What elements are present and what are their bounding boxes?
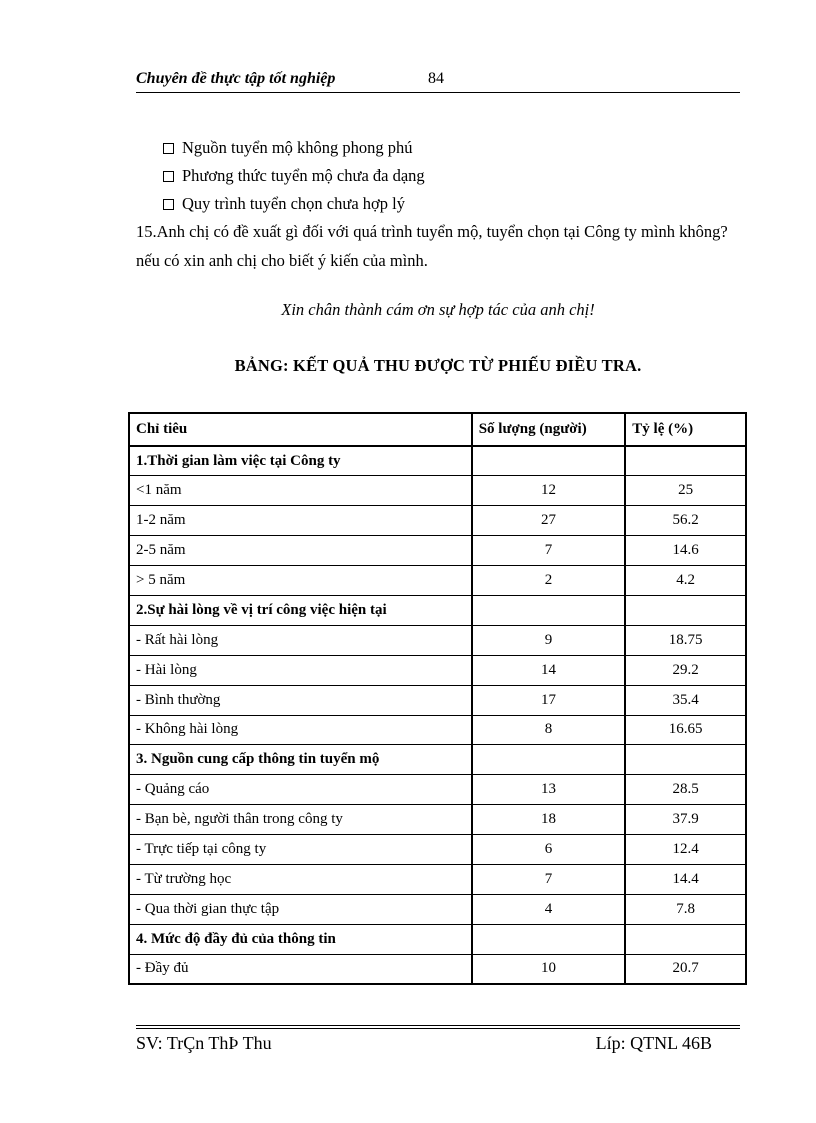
row-label: 2.Sự hài lòng về vị trí công việc hiện tại [129, 595, 472, 625]
row-count: 8 [472, 715, 626, 745]
row-count: 9 [472, 625, 626, 655]
row-count: 2 [472, 566, 626, 596]
row-count: 4 [472, 894, 626, 924]
row-count: 10 [472, 954, 626, 984]
footer-rule [136, 1028, 740, 1029]
row-label: - Từ trường học [129, 864, 472, 894]
survey-results-table [128, 412, 747, 985]
column-header-indicator: Chỉ tiêu [129, 413, 472, 446]
row-percent: 29.2 [625, 655, 746, 685]
table-title: BẢNG: KẾT QUẢ THU ĐƯỢC TỪ PHIẾU ĐIỀU TRA. [234, 356, 642, 375]
page-number: 84 [428, 70, 444, 87]
option-label: Quy trình tuyển chọn chưa hợp lý [182, 194, 405, 213]
option-item [163, 134, 425, 162]
question-text: 15.Anh chị có đề xuất gì đối với quá trình tuyển mộ, tuyển chọn tại Công ty mình không? nếu có xin anh chị cho biết ý kiến của mình. [136, 222, 728, 270]
row-label: > 5 năm [129, 566, 472, 596]
row-count [472, 446, 626, 476]
row-percent: 4.2 [625, 566, 746, 596]
row-percent: 14.4 [625, 864, 746, 894]
table-row [129, 954, 746, 984]
footer-student: SV: TrÇn ThÞ Thu [136, 1033, 272, 1053]
row-percent: 16.65 [625, 715, 746, 745]
row-percent: 12.4 [625, 835, 746, 865]
row-count: 7 [472, 536, 626, 566]
page-footer [136, 1025, 740, 1053]
row-label: 3. Nguồn cung cấp thông tin tuyển mộ [129, 745, 472, 775]
row-label: - Không hài lòng [129, 715, 472, 745]
row-count [472, 745, 626, 775]
row-count: 12 [472, 476, 626, 506]
checkbox-icon[interactable] [163, 199, 174, 210]
table-section-row [129, 924, 746, 954]
table-row [129, 566, 746, 596]
table-row [129, 536, 746, 566]
row-label: 4. Mức độ đầy đủ của thông tin [129, 924, 472, 954]
row-percent: 37.9 [625, 805, 746, 835]
column-header-count: Số lượng (người) [472, 413, 626, 446]
row-percent [625, 595, 746, 625]
row-percent: 25 [625, 476, 746, 506]
table-row [129, 655, 746, 685]
table-section-row [129, 446, 746, 476]
row-label: - Qua thời gian thực tập [129, 894, 472, 924]
row-label: - Hài lòng [129, 655, 472, 685]
table-row [129, 864, 746, 894]
header-title: Chuyên đề thực tập tốt nghiệp [136, 70, 336, 87]
row-percent [625, 446, 746, 476]
row-count: 7 [472, 864, 626, 894]
column-header-percent: Tỷ lệ (%) [625, 413, 746, 446]
row-label: 1-2 năm [129, 506, 472, 536]
row-count: 13 [472, 775, 626, 805]
option-label: Nguồn tuyển mộ không phong phú [182, 138, 413, 157]
option-item [163, 162, 425, 190]
row-percent: 7.8 [625, 894, 746, 924]
row-percent: 56.2 [625, 506, 746, 536]
row-count [472, 924, 626, 954]
table-section-row [129, 595, 746, 625]
table-row [129, 506, 746, 536]
table-row [129, 805, 746, 835]
row-label: <1 năm [129, 476, 472, 506]
table-row [129, 894, 746, 924]
row-count: 6 [472, 835, 626, 865]
row-count: 17 [472, 685, 626, 715]
table-row [129, 715, 746, 745]
row-percent: 28.5 [625, 775, 746, 805]
option-label: Phương thức tuyển mộ chưa đa dạng [182, 166, 425, 185]
row-count: 14 [472, 655, 626, 685]
row-label: - Bạn bè, người thân trong công ty [129, 805, 472, 835]
row-percent [625, 924, 746, 954]
row-label: - Trực tiếp tại công ty [129, 835, 472, 865]
row-count: 18 [472, 805, 626, 835]
row-label: - Rất hài lòng [129, 625, 472, 655]
footer-class: Líp: QTNL 46B [595, 1033, 712, 1053]
table-row [129, 835, 746, 865]
row-count: 27 [472, 506, 626, 536]
row-label: - Đầy đủ [129, 954, 472, 984]
thanks-text: Xin chân thành cám ơn sự hợp tác của anh chị! [281, 300, 595, 319]
row-percent: 35.4 [625, 685, 746, 715]
table-section-row [129, 745, 746, 775]
option-item [163, 190, 425, 218]
row-label: 2-5 năm [129, 536, 472, 566]
page-header [136, 70, 740, 93]
table-row [129, 685, 746, 715]
row-label: - Quảng cáo [129, 775, 472, 805]
row-percent [625, 745, 746, 775]
row-percent: 20.7 [625, 954, 746, 984]
row-count [472, 595, 626, 625]
table-row [129, 476, 746, 506]
checkbox-icon[interactable] [163, 143, 174, 154]
row-label: - Bình thường [129, 685, 472, 715]
checkbox-icon[interactable] [163, 171, 174, 182]
row-label: 1.Thời gian làm việc tại Công ty [129, 446, 472, 476]
table-row [129, 775, 746, 805]
footer-rule [136, 1025, 740, 1026]
checkbox-options [163, 134, 425, 218]
row-percent: 14.6 [625, 536, 746, 566]
row-percent: 18.75 [625, 625, 746, 655]
table-row [129, 625, 746, 655]
table-header-row [129, 413, 746, 446]
